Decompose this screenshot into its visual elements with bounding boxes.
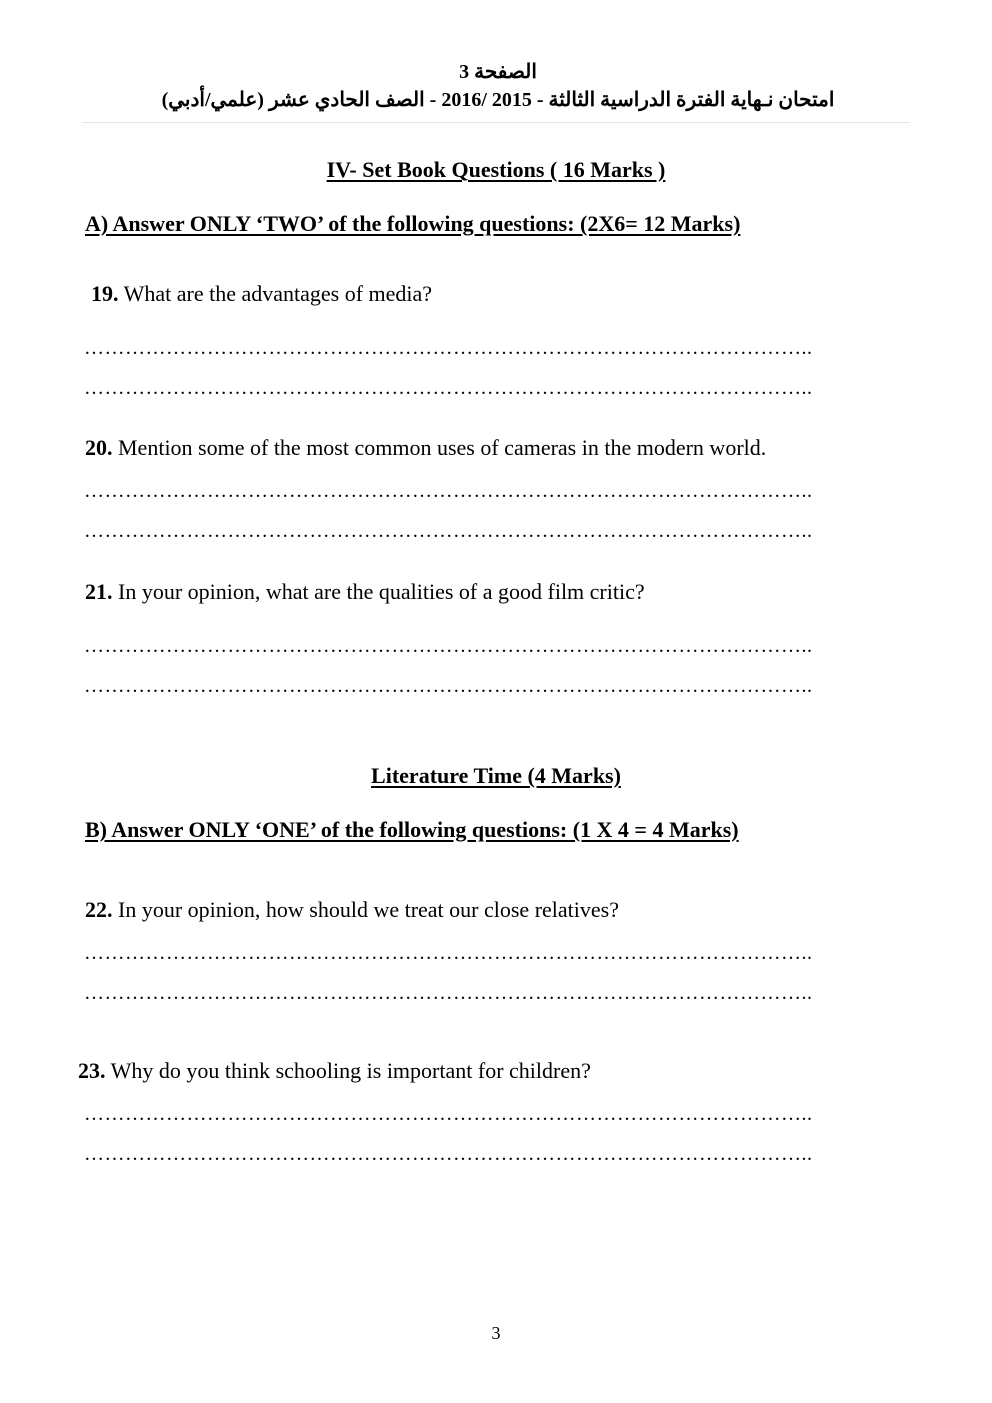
header-divider bbox=[82, 122, 910, 123]
instruction-b: B) Answer ONLY ‘ONE’ of the following questions: (1 X 4 = 4 Marks) bbox=[85, 817, 739, 842]
section-title-set-book: IV- Set Book Questions ( 16 Marks ) bbox=[326, 157, 666, 182]
question-text: In your opinion, what are the qualities of a good film critic? bbox=[118, 579, 645, 604]
answer-line[interactable]: …………………………………………………………………………………………….. bbox=[84, 480, 813, 502]
question-19 bbox=[91, 281, 432, 307]
instruction-a: A) Answer ONLY ‘TWO’ of the following questions: (2X6= 12 Marks) bbox=[85, 211, 741, 236]
question-20 bbox=[85, 435, 766, 461]
section-title-literature: Literature Time (4 Marks) bbox=[371, 763, 621, 788]
question-number: 20. bbox=[85, 435, 113, 460]
question-22 bbox=[85, 897, 619, 923]
header-exam-title: امتحان نـهاية الفترة الدراسية الثالثة - 2015 /2016 - الصف الحادي عشر (علمي/أدبي) bbox=[161, 89, 835, 111]
answer-line[interactable]: …………………………………………………………………………………………….. bbox=[84, 1103, 813, 1125]
answer-line[interactable]: …………………………………………………………………………………………….. bbox=[84, 942, 813, 964]
answer-line[interactable]: …………………………………………………………………………………………….. bbox=[84, 337, 813, 359]
answer-line[interactable]: …………………………………………………………………………………………….. bbox=[84, 1143, 813, 1165]
answer-line[interactable]: …………………………………………………………………………………………….. bbox=[84, 520, 813, 542]
question-number: 21. bbox=[85, 579, 113, 604]
question-text: In your opinion, how should we treat our close relatives? bbox=[118, 897, 619, 922]
question-21 bbox=[85, 579, 645, 605]
question-23 bbox=[78, 1058, 591, 1084]
question-number: 23. bbox=[78, 1058, 106, 1083]
page-number: 3 bbox=[491, 1323, 501, 1343]
answer-line[interactable]: …………………………………………………………………………………………….. bbox=[84, 377, 813, 399]
question-text: Why do you think schooling is important for children? bbox=[110, 1058, 591, 1083]
answer-line[interactable]: …………………………………………………………………………………………….. bbox=[84, 982, 813, 1004]
question-text: What are the advantages of media? bbox=[123, 281, 433, 306]
answer-line[interactable]: …………………………………………………………………………………………….. bbox=[84, 675, 813, 697]
answer-line[interactable]: …………………………………………………………………………………………….. bbox=[84, 635, 813, 657]
question-number: 22. bbox=[85, 897, 113, 922]
header-page-label: الصفحة 3 bbox=[459, 61, 537, 83]
question-text: Mention some of the most common uses of cameras in the modern world. bbox=[118, 435, 767, 460]
question-number: 19. bbox=[91, 281, 119, 306]
